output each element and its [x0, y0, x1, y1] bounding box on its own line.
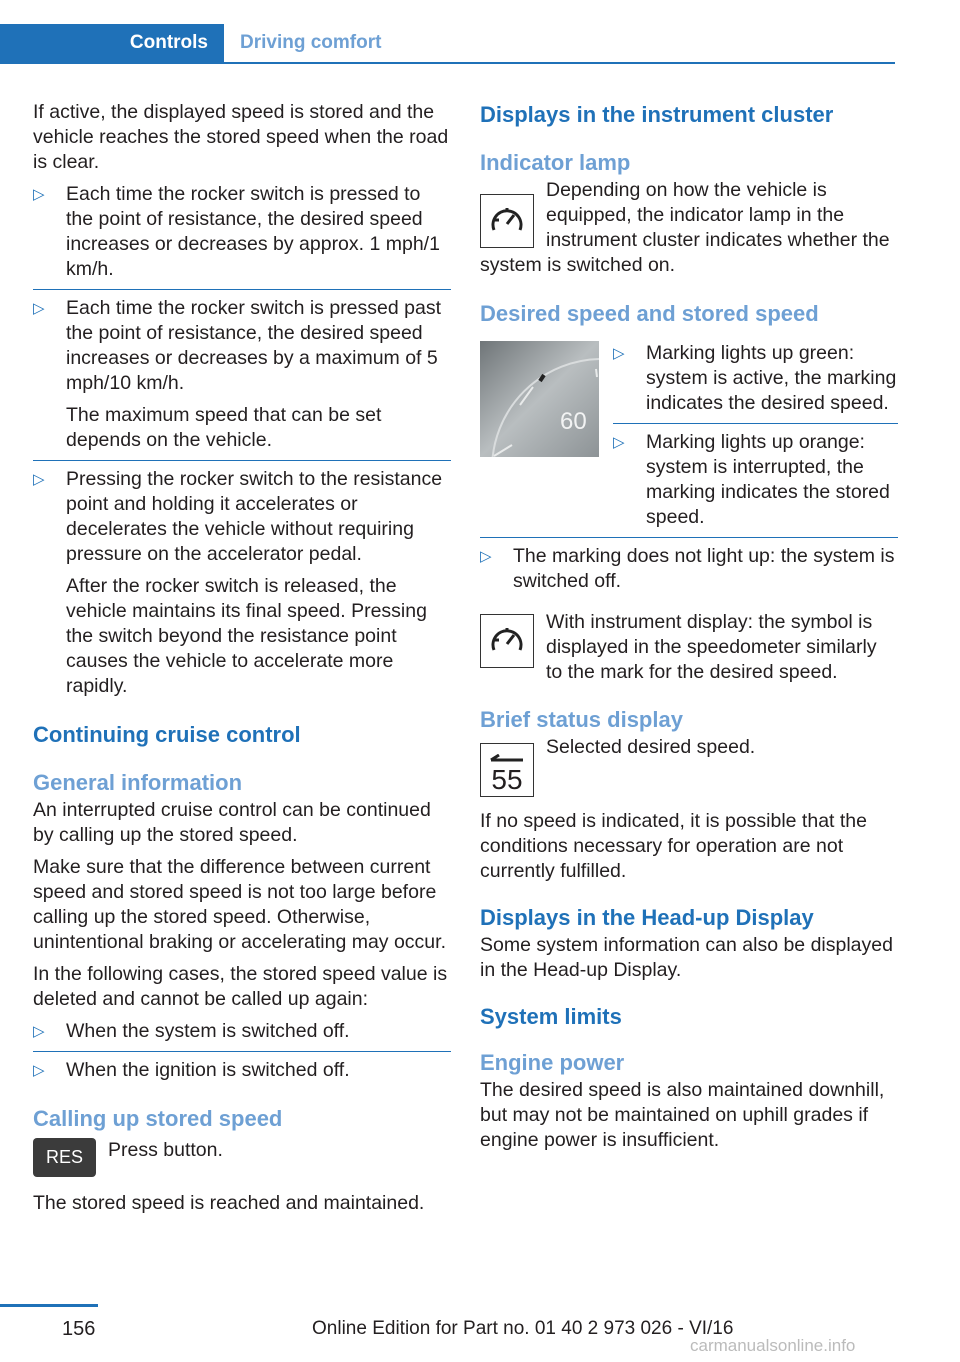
- res-row: [33, 1138, 451, 1177]
- triangle-bullet-icon: ▷: [480, 548, 492, 565]
- general-paragraph: An interrupted cruise control can be continued by calling up the stored speed.: [33, 799, 431, 846]
- intro-paragraph: If active, the displayed speed is stored and the vehicle reaches the stored speed when the road is clear.: [33, 101, 449, 173]
- press-button-text: Press button.: [108, 1139, 223, 1161]
- general-paragraph: Make sure that the difference between current speed and stored speed is not too large before calling up the stored speed. Otherwise, unintentional braking or accelerating may occur.: [33, 856, 446, 953]
- displays-heading: Displays in the instrument cluster: [480, 102, 834, 127]
- subsection-tab: Driving comfort: [240, 32, 382, 53]
- instrument-row: [480, 610, 898, 685]
- general-paragraph: In the following cases, the stored speed value is deleted and cannot be called up again:: [33, 963, 448, 1010]
- list-item: ▷ Marking lights up green: system is active, the marking indicates the desired speed.: [613, 342, 897, 414]
- list-note: After the rocker switch is released, the vehicle maintains its final speed. Pressing the switch beyond the resistance point causes the vehicle to accelerate more rapidly.: [66, 575, 427, 697]
- list-item: ▷ The marking does not light up: the system is switched off.: [480, 537, 898, 594]
- marking-list: [613, 341, 898, 537]
- indicator-block: [480, 178, 898, 285]
- stored-reached-text: The stored speed is reached and maintained.: [33, 1192, 425, 1214]
- cases-list: [33, 1019, 451, 1083]
- general-heading: General information: [33, 770, 243, 795]
- cruise-control-indicator-icon: [480, 194, 534, 248]
- list-item: ▷ When the ignition is switched off.: [33, 1051, 451, 1083]
- list-item: ▷ When the system is switched off.: [33, 1020, 350, 1042]
- list-item: ▷ Pressing the rocker switch to the resistance point and holding it accelerates or decelerates the vehicle without requiring pressure on the accelerator pedal. After the rocker switch is released, the vehicle maintains its final speed. Pressing the switch beyond the resistance point causes the vehicle to accelerate more rapidly.: [33, 460, 451, 699]
- brief-heading: Brief status display: [480, 707, 683, 732]
- triangle-bullet-icon: ▷: [33, 300, 45, 317]
- triangle-bullet-icon: ▷: [33, 1062, 45, 1079]
- no-speed-text: If no speed is indicated, it is possible that the conditions necessary for operation are not currently fulfilled.: [480, 810, 867, 882]
- hud-heading: Displays in the Head-up Display: [480, 905, 814, 930]
- indicator-heading: Indicator lamp: [480, 150, 631, 175]
- triangle-bullet-icon: ▷: [33, 471, 45, 488]
- list-item: ▷ Each time the rocker switch is pressed past the point of resistance, the desired speed increases or decreases by a maximum of 5 mph/10 km/h. The maximum speed that can be set depends on the vehicle.: [33, 289, 451, 453]
- footer-rule: [0, 1304, 98, 1307]
- res-button-icon: RES: [33, 1138, 96, 1177]
- edition-text: Online Edition for Part no. 01 40 2 973 026 - VI/16: [312, 1318, 734, 1339]
- svg-text:60: 60: [560, 408, 587, 435]
- indicator-text: Depending on how the vehicle is equipped, the indicator lamp in the instrument cluster indicates whether the system is switched on.: [480, 179, 890, 276]
- brief-row: [480, 735, 898, 797]
- limits-heading: System limits: [480, 1004, 622, 1029]
- speedometer-gauge-image: [480, 341, 599, 457]
- right-column: [480, 100, 898, 1160]
- list-item: ▷ Marking lights up orange: system is interrupted, the marking indicates the stored speed.: [613, 423, 898, 530]
- triangle-bullet-icon: ▷: [613, 434, 625, 451]
- rocker-switch-list: [33, 182, 451, 699]
- page-header: [0, 24, 895, 64]
- triangle-bullet-icon: ▷: [33, 1023, 45, 1040]
- desired-speed-status-icon: 55: [480, 743, 534, 797]
- brief-text: Selected desired speed.: [546, 736, 756, 758]
- page-number: 156: [62, 1318, 96, 1340]
- triangle-bullet-icon: ▷: [33, 186, 45, 203]
- section-tab: Controls: [0, 24, 224, 62]
- off-list: [480, 537, 898, 594]
- gauge-row: [480, 341, 898, 537]
- engine-text: The desired speed is also maintained downhill, but may not be maintained on uphill grades if engine power is insufficient.: [480, 1079, 885, 1151]
- instrument-text: With instrument display: the symbol is displayed in the speedometer similarly to the mark for the desired speed.: [546, 611, 877, 683]
- engine-heading: Engine power: [480, 1050, 625, 1075]
- left-column: [33, 100, 451, 1223]
- continuing-heading: Continuing cruise control: [33, 722, 301, 747]
- list-item: ▷ Each time the rocker switch is pressed to the point of resistance, the desired speed increases or decreases by approx. 1 mph/1 km/h.: [33, 183, 440, 280]
- calling-heading: Calling up stored speed: [33, 1106, 283, 1131]
- triangle-bullet-icon: ▷: [613, 345, 625, 362]
- list-note: The maximum speed that can be set depends on the vehicle.: [66, 404, 382, 451]
- hud-text: Some system information can also be displayed in the Head-up Display.: [480, 934, 893, 981]
- watermark: carmanualsonline.info: [690, 1336, 856, 1355]
- desired-heading: Desired speed and stored speed: [480, 301, 819, 326]
- cruise-control-symbol-icon: [480, 614, 534, 668]
